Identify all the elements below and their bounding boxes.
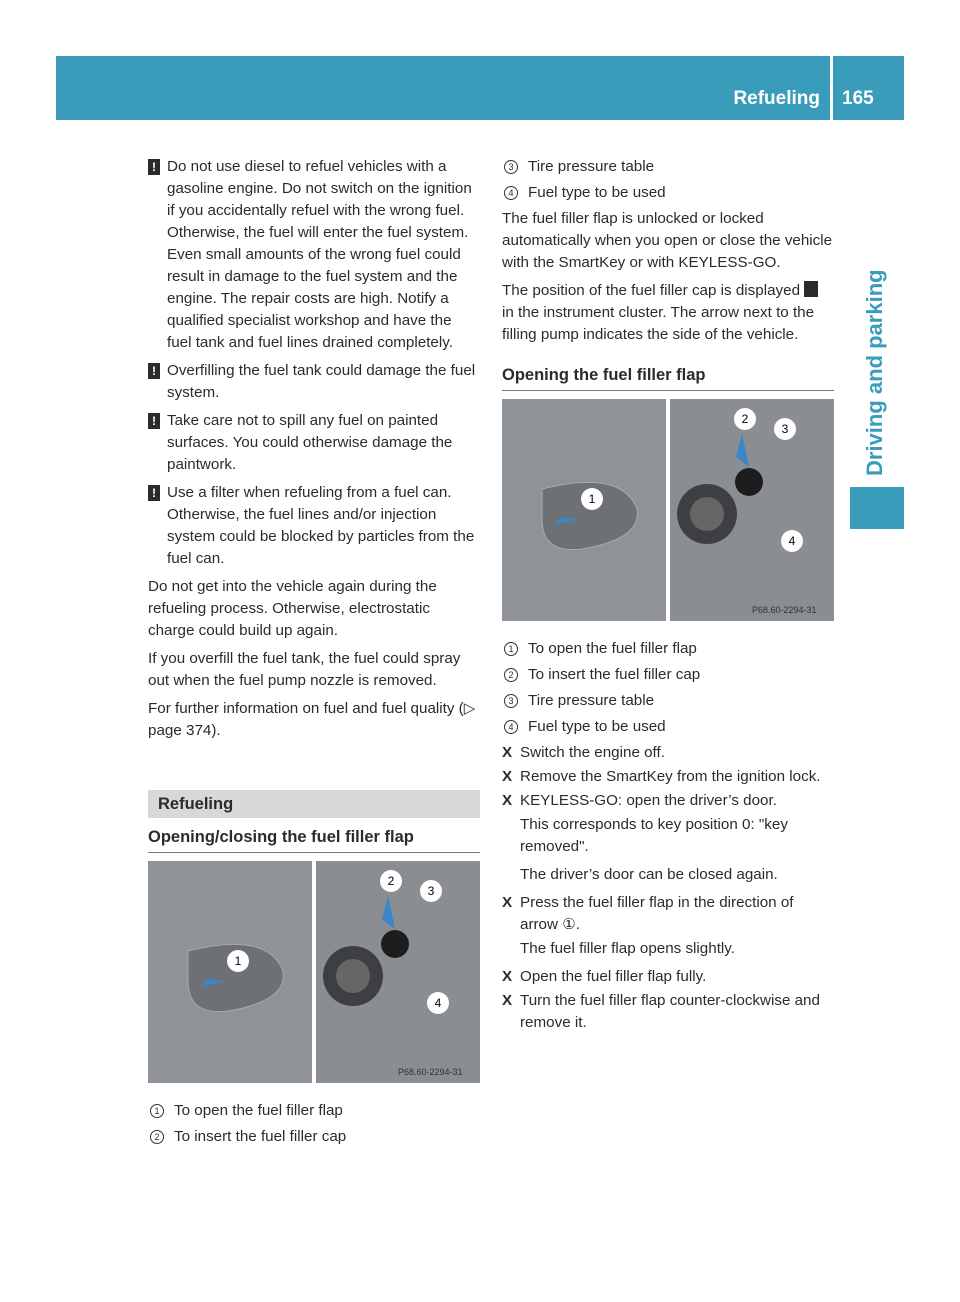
fuel-flap-figure: [502, 399, 834, 621]
svg-text:2: 2: [741, 412, 749, 426]
side-tab: [850, 120, 904, 480]
legend-text: To open the fuel filler flap: [528, 640, 697, 657]
legend-item: [502, 690, 834, 712]
side-tab-label: Driving and parking: [862, 269, 887, 476]
warning-icon: !: [148, 485, 160, 501]
left-column: [148, 156, 480, 1152]
step-marker-icon: X: [502, 792, 513, 809]
warning-text: Do not use diesel to refuel vehicles with a gasoline engine. Do not switch on the ignition if you accidentally refuel with the wrong fuel. Otherwise, the fuel will enter the fuel system. Even small amounts of the wrong fuel could result in damage to the fuel system and the engine. The repair costs are high. Notify a qualified specialist workshop and have the fuel tank and fuel lines drained completely.: [167, 158, 472, 351]
legend-number: 3: [504, 694, 518, 708]
legend-text: To insert the fuel filler cap: [528, 666, 701, 683]
svg-text:1: 1: [588, 492, 596, 506]
svg-text:3: 3: [427, 884, 435, 898]
legend-item: [148, 1100, 480, 1122]
step-text: Switch the engine off.: [520, 744, 665, 761]
legend-number: 1: [150, 1104, 164, 1118]
legend-text: To insert the fuel filler cap: [174, 1128, 347, 1145]
page-number: 165: [842, 88, 874, 109]
legend-number: 3: [504, 160, 518, 174]
instruction-step: [502, 990, 834, 1034]
warning-note: [148, 360, 480, 404]
fuel-flap-figure: [148, 861, 480, 1083]
legend-item: [502, 156, 834, 178]
legend-item: [502, 664, 834, 686]
body-paragraph: Do not get into the vehicle again during the refueling process. Otherwise, electrostatic charge could build up again.: [148, 578, 437, 639]
svg-text:4: 4: [788, 534, 796, 548]
warning-text: Overfilling the fuel tank could damage the fuel system.: [167, 362, 476, 401]
header-divider: [830, 56, 833, 120]
right-column: [502, 156, 834, 1036]
step-text: Press the fuel filler flap in the direction of arrow ①.: [520, 894, 794, 933]
legend-text: To open the fuel filler flap: [174, 1102, 343, 1119]
side-tab-block: [850, 487, 904, 529]
body-paragraph: If you overfill the fuel tank, the fuel could spray out when the fuel pump nozzle is removed.: [148, 650, 461, 689]
subsection-title: Opening/closing the fuel filler flap: [148, 826, 480, 853]
svg-text:3: 3: [781, 422, 789, 436]
warning-note: [148, 156, 480, 354]
legend-text: Tire pressure table: [528, 692, 655, 709]
instruction-step: [502, 742, 834, 764]
step-text: Turn the fuel filler flap counter-clockwise and remove it.: [520, 992, 820, 1031]
legend-item: [502, 638, 834, 660]
legend-number: 4: [504, 720, 518, 734]
step-text: Open the fuel filler flap fully.: [520, 968, 707, 985]
warning-text: Take care not to spill any fuel on painted surfaces. You could otherwise damage the paintwork.: [167, 412, 453, 473]
body-paragraph: The fuel filler flap is unlocked or locked automatically when you open or close the vehicle with the SmartKey or with KEYLESS-GO.: [502, 210, 833, 271]
step-result: The fuel filler flap opens slightly.: [520, 940, 735, 957]
body-paragraph-tail: in the instrument cluster. The arrow next to the filling pump indicates the side of the vehicle.: [502, 304, 815, 343]
legend-item: [502, 716, 834, 738]
step-result: The driver’s door can be closed again.: [520, 866, 778, 883]
warning-note: [148, 482, 480, 570]
svg-text:1: 1: [234, 954, 242, 968]
step-marker-icon: X: [502, 744, 513, 761]
step-marker-icon: X: [502, 894, 513, 911]
warning-icon: !: [148, 363, 160, 379]
warning-icon: !: [148, 413, 160, 429]
step-result: This corresponds to key position 0: "key removed".: [520, 816, 788, 855]
legend-text: Fuel type to be used: [528, 718, 666, 735]
body-paragraph-lead: The position of the fuel filler cap is displayed: [502, 282, 801, 299]
legend-number: 1: [504, 642, 518, 656]
warning-text: Use a filter when refueling from a fuel can. Otherwise, the fuel lines and/or injection system could be blocked by particles from the fuel can.: [167, 484, 475, 567]
legend-item: [148, 1126, 480, 1148]
legend-number: 2: [504, 668, 518, 682]
instruction-step: [502, 966, 834, 988]
svg-text:4: 4: [434, 996, 442, 1010]
svg-text:2: 2: [387, 874, 395, 888]
subsection-title: Opening the fuel filler flap: [502, 364, 834, 391]
legend-number: 4: [504, 186, 518, 200]
header-section-title: Refueling: [733, 88, 820, 109]
step-text: KEYLESS-GO: open the driver’s door.: [520, 792, 777, 809]
legend-item: [502, 182, 834, 204]
legend-text: Tire pressure table: [528, 158, 655, 175]
step-marker-icon: X: [502, 968, 513, 985]
legend-text: Fuel type to be used: [528, 184, 666, 201]
figure-ref: P68.60-2294-31: [752, 605, 817, 615]
step-marker-icon: X: [502, 992, 513, 1009]
instruction-step: [502, 892, 834, 936]
instruction-step: [502, 766, 834, 788]
fuel-pump-icon: [804, 281, 818, 297]
section-title: Refueling: [148, 790, 480, 818]
legend-number: 2: [150, 1130, 164, 1144]
step-marker-icon: X: [502, 768, 513, 785]
figure-ref: P68.60-2294-31: [398, 1067, 463, 1077]
body-paragraph: [502, 280, 834, 346]
warning-note: [148, 410, 480, 476]
step-text: Remove the SmartKey from the ignition lock.: [520, 768, 821, 785]
body-paragraph: For further information on fuel and fuel quality (▷ page 374).: [148, 700, 476, 739]
warning-icon: !: [148, 159, 160, 175]
instruction-step: [502, 790, 834, 812]
